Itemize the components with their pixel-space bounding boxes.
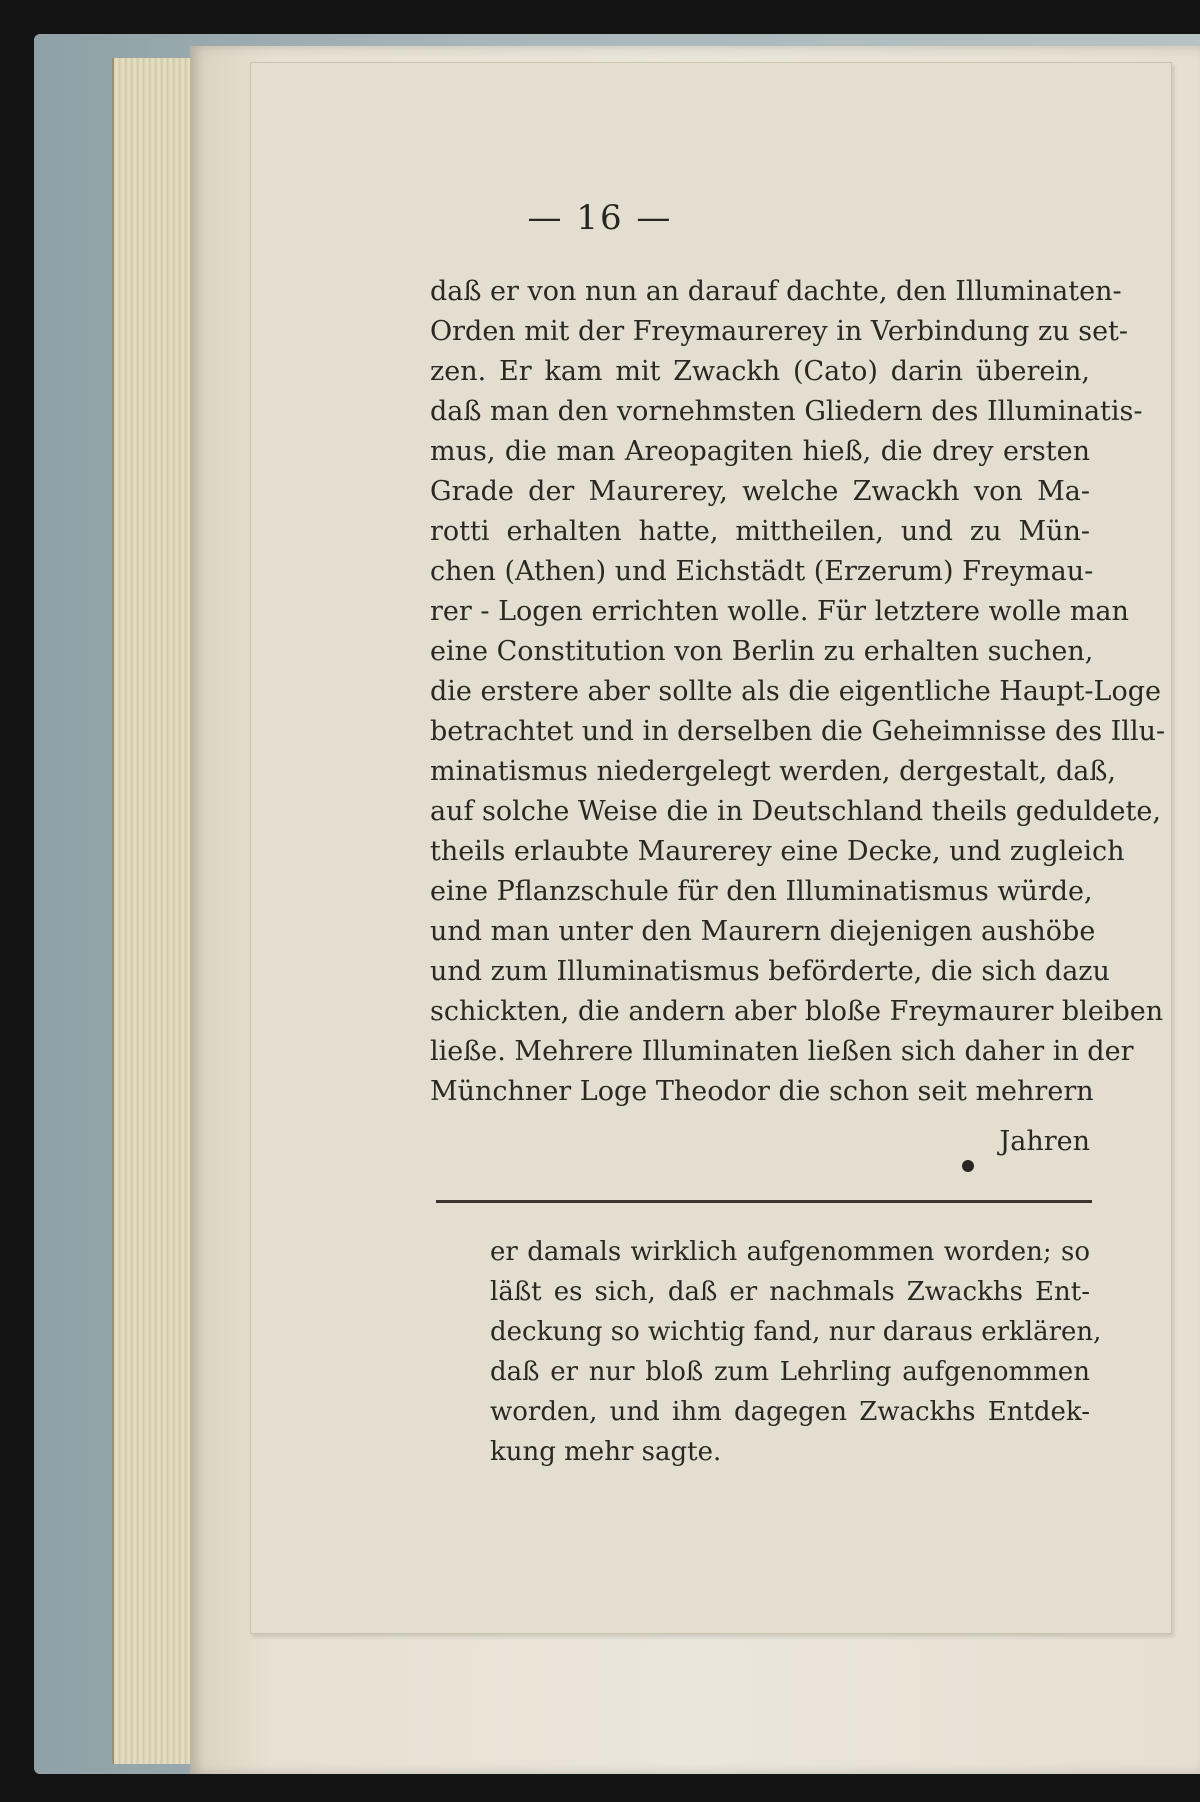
body-line: die erstere aber sollte als die eigentliche Haupt-Loge: [430, 676, 1162, 707]
body-line: minatismus niedergelegt werden, dergestalt, daß,: [430, 756, 1116, 787]
body-line: daß er von nun an darauf dachte, den Illuminaten-: [430, 276, 1122, 307]
body-line: auf solche Weise die in Deutschland theils geduldete,: [430, 796, 1161, 827]
page-edges: [112, 58, 194, 1764]
footnote-line: kung mehr sagte.: [490, 1437, 722, 1467]
ink-mark: [962, 1160, 974, 1172]
body-line: Orden mit der Freymaurerey in Verbindung zu set-: [430, 316, 1129, 347]
body-line: Grade der Maurerey, welche Zwackh von Ma-: [430, 476, 1090, 507]
body-line: schickten, die andern aber bloße Freymaurer bleiben: [430, 996, 1164, 1027]
footnote-line: worden, und ihm dagegen Zwackhs Entdek-: [490, 1397, 1090, 1427]
body-line: mus, die man Areopagiten hieß, die drey ersten: [430, 436, 1090, 467]
body-line: chen (Athen) und Eichstädt (Erzerum) Freymau-: [430, 556, 1094, 587]
body-line: eine Constitution von Berlin zu erhalten suchen,: [430, 636, 1094, 667]
body-line: rer - Logen errichten wolle. Für letztere wolle man: [430, 596, 1129, 627]
footnote-line: daß er nur bloß zum Lehrling aufgenommen: [490, 1357, 1090, 1387]
catchword: Jahren: [999, 1126, 1090, 1157]
footnote-line: läßt es sich, daß er nachmals Zwackhs Ent-: [490, 1277, 1090, 1307]
body-line: betrachtet und in derselben die Geheimnisse des Illu-: [430, 716, 1166, 747]
footnote: [490, 1232, 1102, 1472]
body-line: und zum Illuminatismus beförderte, die sich dazu: [430, 956, 1110, 987]
footnote-line: deckung so wichtig fand, nur daraus erklären,: [490, 1317, 1102, 1347]
body-line: daß man den vornehmsten Gliedern des Illuminatis-: [430, 396, 1143, 427]
body-line: und man unter den Maurern diejenigen aushöbe: [430, 916, 1096, 947]
body-line: theils erlaubte Maurerey eine Decke, und zugleich: [430, 836, 1125, 867]
body-line: ließe. Mehrere Illuminaten ließen sich daher in der: [430, 1036, 1134, 1067]
page-number: — 16 —: [527, 198, 673, 238]
body-line: rotti erhalten hatte, mittheilen, und zu Mün-: [430, 516, 1090, 547]
body-line: zen. Er kam mit Zwackh (Cato) darin überein,: [430, 356, 1090, 387]
body-text: [430, 272, 1166, 1112]
footnote-line: er damals wirklich aufgenommen worden; so: [490, 1237, 1090, 1267]
body-line: Münchner Loge Theodor die schon seit mehrern: [430, 1076, 1094, 1107]
body-line: eine Pflanzschule für den Illuminatismus würde,: [430, 876, 1093, 907]
footnote-rule: [436, 1200, 1092, 1203]
